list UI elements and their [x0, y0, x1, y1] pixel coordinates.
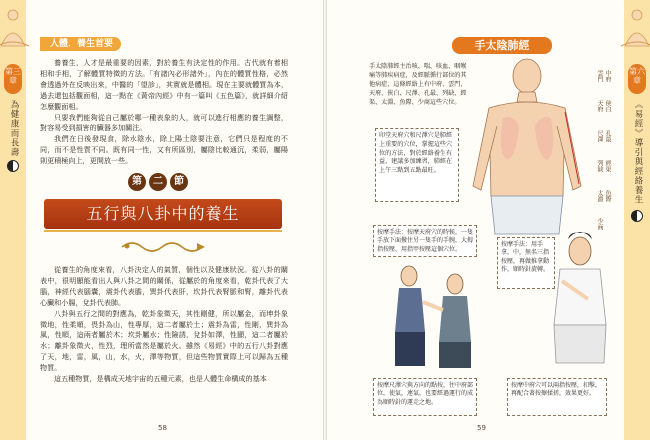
- caption-tap-shaoshang: 按摩中府穴可以兩指按壓，扣擊，再配合著按擦揉搓，效果更好。: [507, 378, 607, 416]
- section-number: [128, 173, 188, 191]
- chapter-side-band: [0, 0, 26, 440]
- acupoint-note: 印堂天府穴和尺澤穴是肺經上重要的穴位，掌握這些穴位的方法，對於經絡養生有益，建議多加練習，肺經在上午三點到五點最旺。: [375, 128, 459, 202]
- acupoint-label: 太淵: [596, 190, 603, 202]
- meridian-intro: 手太陰肺經主治咳、喘、咳血、咽喉痛等肺疾病症，及經脈循行部位的其他病症，這條經絡上有中府、雲門、天府、俠白、尺澤、孔最、列缺、經渠、太淵、魚際、少商這些穴位。: [369, 63, 467, 106]
- paragraph: 這五種物質，是構成天地宇宙的五種元素，也是人體生命構成的基本: [54, 374, 267, 384]
- acupoint-label: 經渠: [604, 160, 611, 172]
- paragraph: 八卦與五行之間的對應為，乾卦象徵天，其性剛健，所以屬金，而坤卦象徵地，性柔順，畏卦為山，性專厚，這二者屬於土；震卦為雷，性剛，巽卦為風，性順，這兩者屬於木；坎卦屬水；性險誘，兌卦如澤，性顯，這二者屬於水；離卦象徵火，性烈，理所當然是屬於火。雖然《易經》中的五行八卦對應了天，地，雷，風，山，水，火，澤等物質，但這些物質實際上可以歸為五種物質。: [40, 308, 288, 373]
- caption-press-chize: 按摩手法：用手拿，中，無名三指按壓，再做推拿動作，順時針旋轉。: [497, 237, 555, 289]
- chapter-badge: 第六章: [628, 64, 646, 94]
- paragraph: 只要我們能夠從自己屬於哪一種表象的人，就可以進行相應的養生調整，對容易受到損害的臟器多加關注。: [40, 112, 288, 133]
- section-title: 五行與八卦中的養生: [44, 199, 282, 229]
- chapter-side-band: [624, 0, 650, 440]
- meditating-figure-icon: [617, 6, 650, 50]
- acupoint-label: 尺澤: [596, 130, 603, 142]
- section-header: 人體．養生首要: [40, 37, 121, 51]
- page-number: 58: [158, 424, 167, 432]
- torso-illustration: [467, 56, 587, 236]
- body-text: [40, 265, 288, 385]
- acupoint-label: 列缺: [596, 160, 603, 172]
- meridian-title: 手太陰肺經: [452, 37, 552, 54]
- acupoint-label: 孔最: [604, 130, 611, 142]
- section-number-char: 第: [128, 173, 146, 191]
- acupoint-label: 天府: [596, 100, 603, 112]
- caption-rub-yuji: 按摩尺澤穴與方向的點按，往中府部位，使氣，連氣，也要經過運行的成為順時針的運走之地。: [373, 378, 477, 416]
- acupoint-label: 俠白: [604, 100, 611, 112]
- chapter-vertical-title: 《易經》導引與經絡養生: [633, 100, 643, 205]
- acupoint-label: 中府: [604, 70, 611, 82]
- acupoint-label: 雲門: [596, 70, 603, 82]
- chapter-badge: 第三章: [4, 64, 22, 94]
- yin-yang-icon: [7, 160, 19, 172]
- massage-illustration: [379, 262, 489, 372]
- paragraph: 養養生，人才是最重要的因素，對於養生有決定性的作用。古代就有着相相和手相，了解體質特徵的方法。「有諸內必形諸外」，內在的體質性格，必然會透過外在反映出來，中醫的「望診」，其實就是體相。現在主要就體質為本，過去還包括觀面相，這一點在《黃帝內經》中有一篇叫《五色篇》，就詳細介紹怎麼觀面相。: [40, 58, 288, 111]
- intro-text: [40, 58, 288, 167]
- paragraph: 我們在日後發現食，除水陰水，除上陽土陰要注意，它們只是程度的不同，而不是性質不同。既有同一性，又有所區別，屬陰比較通沉，柔弱，屬陽則更積極向上，更開放一些。: [40, 134, 288, 166]
- left-page: [0, 0, 323, 440]
- paragraph: 從養生的角度來看，八卦決定人的氣質，個性以及健康狀況。從八卦的關表中，很明顯能看出人與八卦之間的關係，從屬於的角度來看，乾卦代表了大腦，神經代表腦囊，震卦代表膽，巽卦代表肝，坎卦代表腎脈和腎，離卦代表心臟和小腸，兌卦代表肺。: [40, 265, 288, 307]
- right-page: [327, 0, 650, 440]
- caption-press-tianfu: 按摩手法：按摩天府穴的時候，一隻手放下面撥住另一隻手的手腕，大拇指按壓，用指甲按壓這個穴位。: [373, 225, 477, 257]
- acupoint-label: 魚際: [604, 190, 611, 202]
- yin-yang-icon: [631, 210, 643, 222]
- page-number: 59: [477, 424, 486, 432]
- section-number-char: 節: [170, 173, 188, 191]
- meditating-figure-icon: [0, 6, 33, 50]
- section-number-char: 二: [149, 173, 167, 191]
- acupoint-label: 少商: [596, 218, 603, 230]
- dragon-ornament-icon: [117, 237, 207, 255]
- chapter-vertical-title: 為健康而長壽: [9, 100, 19, 157]
- self-massage-illustration: [532, 225, 622, 365]
